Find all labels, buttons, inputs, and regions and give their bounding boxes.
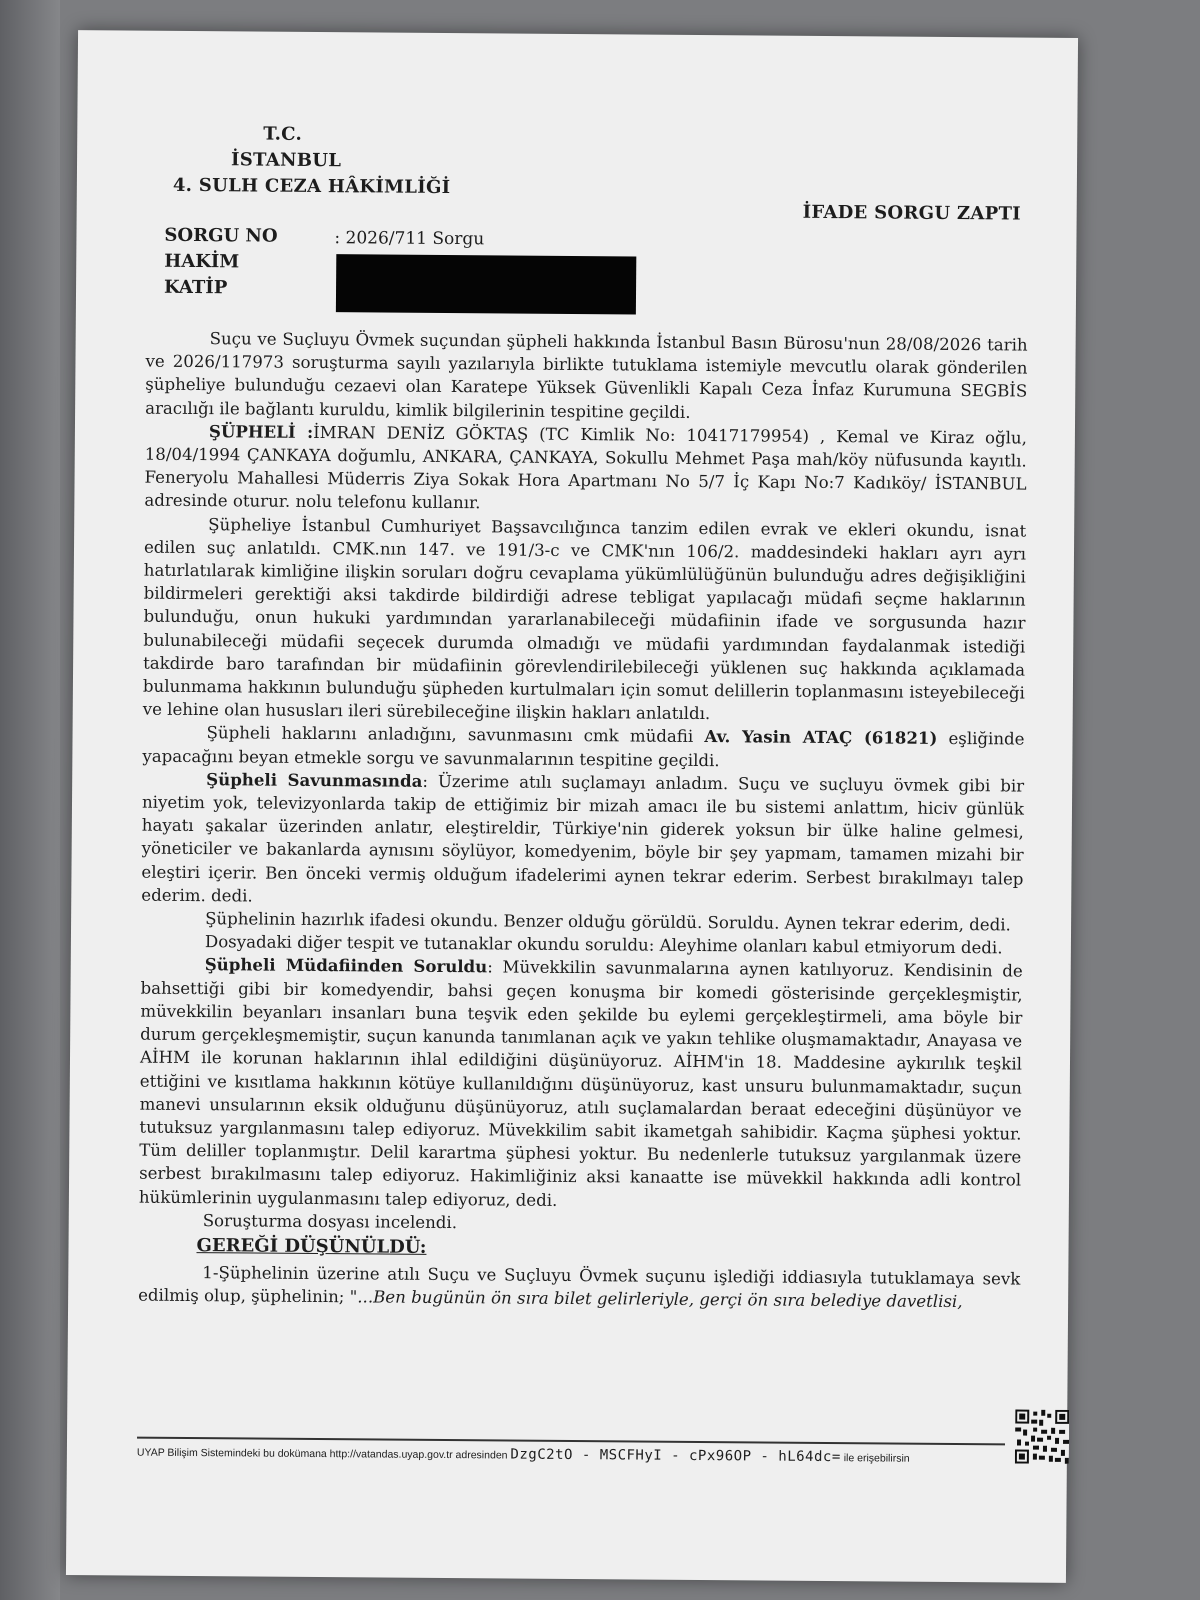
document-body bbox=[138, 327, 1028, 1314]
counsel-label: Şüpheli Müdafiinden Soruldu bbox=[204, 954, 488, 977]
counsel-text: : Müvekkilin savunmalarına aynen katılıyoruz. Kendisinin de bahsettiği gibi bir komedyendir, bahsi geçen konuşma bir komedi gösterisinde gerçekleşmiştir, müvekkilin beyanları insanları buna teşvik eden şekilde bu eylemi gerçekleştirmeli, ama böyle bir durum gerçekleşmemiştir, suçun kanunda tanımlanan açık ve yakın tehlike oluşmamaktadır, Anayasa ve AİHM ile korunan haklarının ihlal edildiğini düşünüyoruz. AİHM'in 18. Maddesine aykırılık teşkil ettiğini ve kısıtlama hakkının kötüye kullanıldığını düşünüyoruz, kast unsuru bulunmamaktadır, suçun manevi unsularının eksik olduğunu düşünüyoruz, atılı suçlamalardan beraat edeceğini düşünüyor ve tutuksuz yargılanmasını talep ediyoruz. Müvekkilim sabit ikametgah sahibidir. Kaçma şüphesi yoktur. Tüm deliller toplanmıştır. Delil karartma şüphesi yoktur. Bu nedenlerle tutuksuz yargılanmak üzere serbest bırakılmasını talep ediyoruz. Hakimliğiniz aksi kanaatte ise müvekkil hakkında adli kontrol hükümlerinin uygulanmasını talep ediyoruz, dedi. bbox=[138, 957, 1023, 1210]
verification-code: DzgC2tO - MSCFHyI - cPx96OP - hL64dc= bbox=[510, 1446, 841, 1466]
header-court: 4. SULH CEZA HÂKİMLİĞİ bbox=[172, 174, 451, 199]
paragraph-rights: Şüpheliye İstanbul Cumhuriyet Başsavcılığınca tanzim edilen evrak ve ekleri okundu, isnat edilen suç anlatıldı. CMK.nın 147. ve 191/3-c ve CMK'nın 106/2. maddesindeki hakları ayrı ayrı hatırlatılarak kimliğine ilişkin soruları doğru cevaplama yükümlülüğünün bulunduğu adres değişikliğini bildirmeleri gerektiği aksi takdirde bildirdiği adrese tebligat yapılacağı müdafi seçme haklarının bulunduğu, onun hukuki yardımından yararlanabileceği müdafiinin ifade ve sorgusunda hazır bulunabileceği müdafii seçecek durumda olmadığı ve müdafii yardımından faydalanmak istediği takdirde baro tarafından bir müdafiinin görevlendirilebileceği yüklenen suç hakkında açıklamada bulunmama hakkının bulunduğu şüpheden kurtulmaları için somut delillerin toplanmasını isteyebileceği ve lehine olan hususları ileri sürebileceğine ilişkin hakları anlatıldı. bbox=[142, 514, 1027, 724]
redaction-block bbox=[336, 254, 636, 314]
document-title: İFADE SORGU ZAPTI bbox=[802, 201, 1021, 225]
sorgu-no-label: SORGU NO bbox=[164, 224, 278, 247]
paragraph-defense bbox=[141, 767, 1024, 913]
paragraph-counsel bbox=[139, 953, 1023, 1215]
paragraph-prep-statement: Şüphelinin hazırlık ifadesi okundu. Benzer olduğu görüldü. Soruldu. Aynen tekrar ederim, dedi. bbox=[205, 909, 1011, 935]
paragraph-other-findings: Dosyadaki diğer tespit ve tutanaklar okundu soruldu: Aleyhime olanları kabul etmiyorum dedi. bbox=[204, 932, 1003, 958]
paragraph-lawyer bbox=[142, 721, 1024, 774]
section-heading-gerek: GEREĞİ DÜŞÜNÜLDÜ: bbox=[196, 1234, 427, 1258]
background-edge bbox=[0, 0, 60, 1600]
qr-code-icon bbox=[1015, 1410, 1069, 1464]
katip-label: KATİP bbox=[163, 276, 228, 299]
lawyer-text-b: eşliğinde yapacağını beyan etmekle sorgu ve savunmalarının tespitine geçildi. bbox=[142, 729, 1025, 770]
suspect-identity: İMRAN DENİZ GÖKTAŞ (TC Kimlik No: 10417179954) , Kemal ve Kiraz oğlu, 18/04/1994 ÇANKAYA doğumlu, ANKARA, ÇANKAYA, Sokullu Mehmet Paşa mah/köy nüfusunda kayıtlı. Feneryolu Mahallesi Müderris Ziya Sokak Hora Apartmanı No 5/7 İç Kapı No:7 Kadıköy/ İSTANBUL adresinde oturur. nolu telefonu kullanır. bbox=[144, 422, 1027, 513]
lawyer-text-a: Şüpheli haklarını anladığını, savunmasını cmk müdafii bbox=[206, 723, 705, 747]
defense-label: Şüpheli Savunmasında bbox=[206, 768, 423, 791]
paragraph-intro: Suçu ve Suçluyu Övmek suçundan şüpheli hakkında İstanbul Basın Bürosu'nun 28/08/2026 tarih ve 2026/117973 soruşturma sayılı yazılarıyla birlikte tutuklama istemiyle mevcutlu olarak gönderilen şüpheliye bulunduğu cezaevi olan Karatepe Yüksek Güvenlikli Kapalı Ceza İnfaz Kurumuna SEGBİS aracılığı ile bağlantı kuruldu, kimlik bilgilerinin tespitine geçildi. bbox=[145, 329, 1028, 422]
defense-text: : Üzerime atılı suçlamayı anladım. Suçu ve suçluyu övmek gibi bir niyetim yok, televizyonlarda takip de ettiğimiz bir mizah amacı ile bu sistemi anlattım, hiciv günlük hayatı şakalar üzerinden anlatır, eleştireldir, Türkiye'nin giderek yoksun bir ülke haline gelmesi, yöneticiler ve bakanlarda aynısını söylüyor, komedyenim, böyle bir şey yapmam, tamamen mizahi bir eleştiri içerir. Ben önceki vermiş olduğum ifadelerimi aynen tekrar ederim. Serbest bırakılmayı talep ederim. dedi. bbox=[141, 771, 1025, 906]
paragraph-file-review: Soruşturma dosyası incelendi. bbox=[202, 1210, 458, 1232]
footer-text-suffix: ile erişebilirsin bbox=[840, 1452, 910, 1465]
footer-text-prefix: UYAP Bilişim Sistemindeki bu dokümana http://vatandas.uyap.gov.tr adresinden bbox=[136, 1446, 511, 1462]
lawyer-name: Av. Yasin ATAÇ (61821) bbox=[704, 726, 938, 749]
uyap-footer bbox=[137, 1437, 1005, 1467]
header-tc: T.C. bbox=[263, 123, 303, 145]
decision-quote: ...Ben bugünün ön sıra bilet gelirleriyle, gerçi ön sıra belediye davetlisi, bbox=[357, 1287, 963, 1312]
hakim-label: HAKİM bbox=[164, 250, 240, 273]
paragraph-suspect bbox=[144, 419, 1027, 519]
sorgu-no-value: : 2026/711 Sorgu bbox=[334, 228, 485, 250]
paragraph-decision-1 bbox=[138, 1261, 1020, 1314]
document-page bbox=[66, 30, 1078, 1583]
decision-text: 1-Şüphelinin üzerine atılı Suçu ve Suçluyu Övmek suçunu işlediği iddiasıyla tutuklamaya sevk edilmiş olup, şüphelinin; " bbox=[138, 1263, 1021, 1307]
header-city: İSTANBUL bbox=[230, 149, 342, 172]
suspect-label: ŞÜPHELİ : bbox=[208, 420, 314, 442]
